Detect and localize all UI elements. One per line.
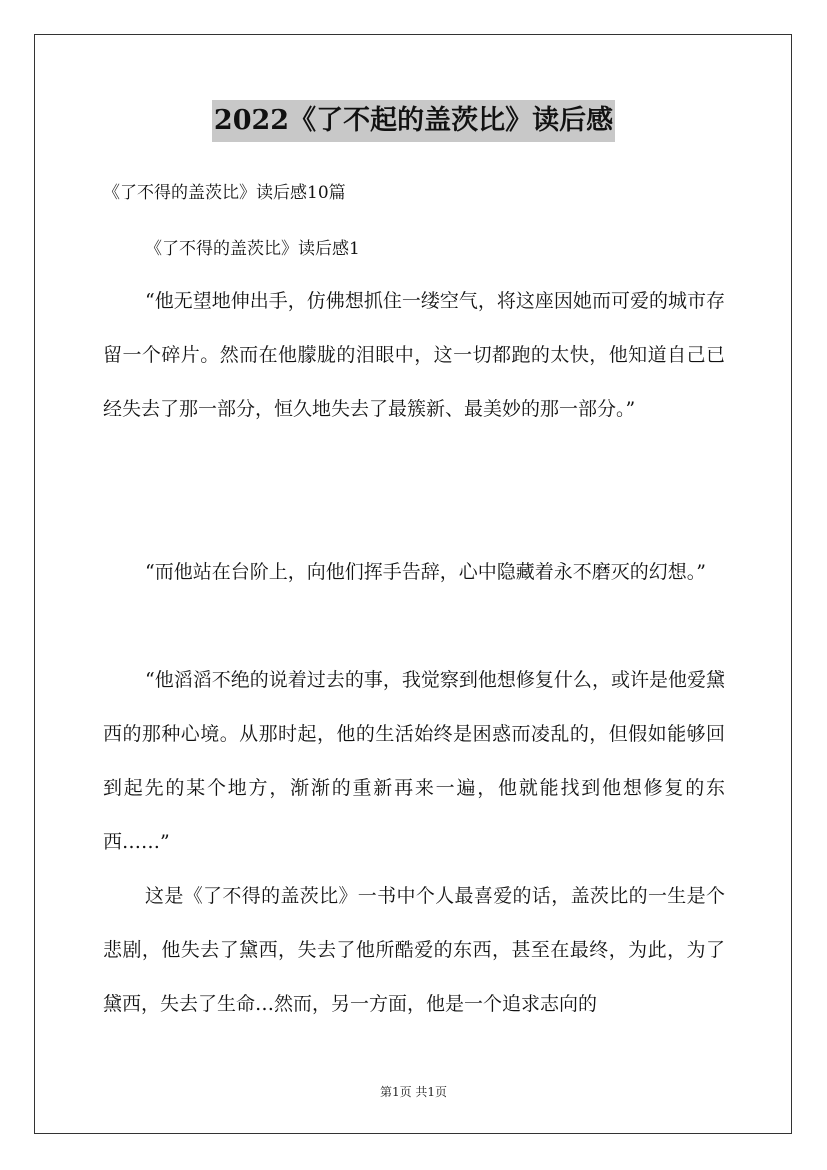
paragraph-3[interactable]: “他滔滔不绝的说着过去的事，我觉察到他想修复什么，或许是他爱黛西的那种心境。从那时起，他的生活始终是困惑而凌乱的，但假如能够回到起先的某个地方，渐渐的重新再来一遍，他就能找到他想修复的东西……” — [103, 669, 725, 853]
title-container — [0, 100, 827, 142]
document-subtitle[interactable]: 《了不得的盖茨比》读后感10篇 — [103, 183, 346, 203]
paragraph-2[interactable]: “而他站在台阶上，向他们挥手告辞，心中隐藏着永不磨灭的幻想。” — [145, 561, 706, 583]
paragraph-4[interactable]: 这是《了不得的盖茨比》一书中个人最喜爱的话，盖茨比的一生是个悲剧，他失去了黛西，失去了他所酷爱的东西，甚至在最终，为此，为了黛西，失去了生命…然而，另一方面，他是一个追求志向的 — [103, 885, 725, 1015]
section-heading[interactable]: 《了不得的盖茨比》读后感1 — [145, 239, 360, 259]
document-title[interactable]: 2022《了不起的盖茨比》读后感 — [212, 100, 615, 142]
paragraph-1[interactable]: “他无望地伸出手，仿佛想抓住一缕空气，将这座因她而可爱的城市存留一个碎片。然而在他朦胧的泪眼中，这一切都跑的太快，他知道自己已经失去了那一部分，恒久地失去了最簇新、最美妙的那一部分。” — [103, 290, 725, 420]
page-footer: 第1页 共1页 — [379, 1085, 448, 1099]
